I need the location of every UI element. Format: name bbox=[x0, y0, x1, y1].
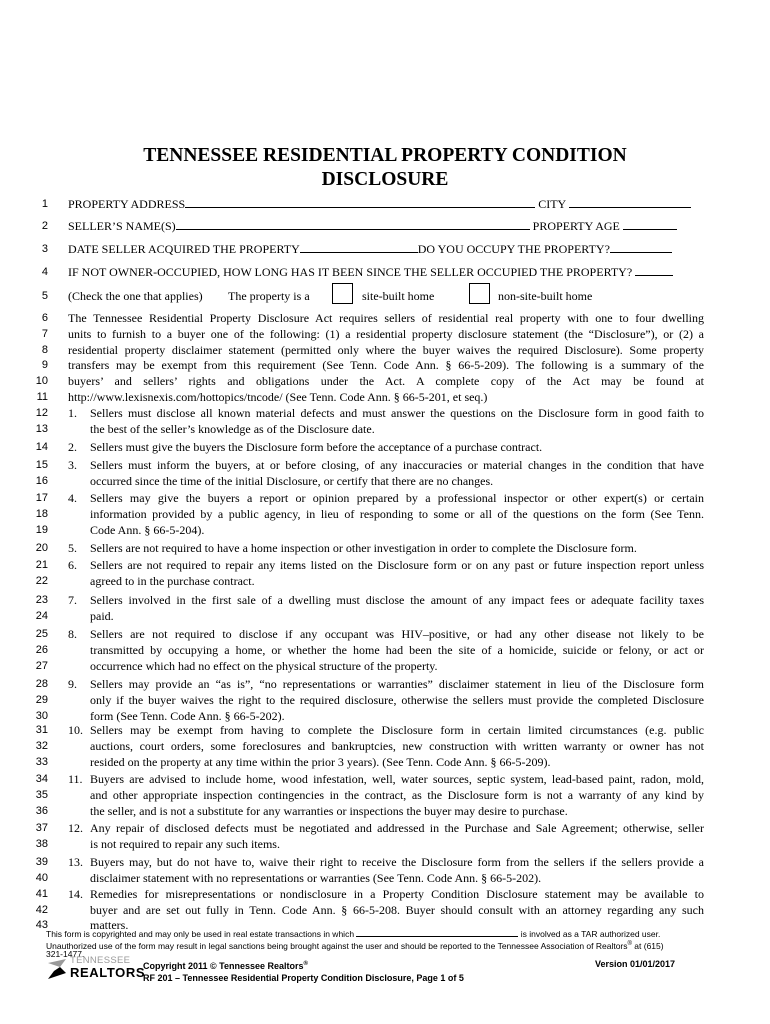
line-number: 7 bbox=[41, 328, 48, 340]
line-number: 32 bbox=[35, 740, 48, 752]
form-line bbox=[0, 557, 770, 573]
not-occupied-row bbox=[68, 264, 704, 280]
line-number: 33 bbox=[35, 756, 48, 768]
property-age-field[interactable] bbox=[623, 219, 677, 230]
line-number: 9 bbox=[41, 359, 48, 371]
line-number: 39 bbox=[35, 856, 48, 868]
line-number: 13 bbox=[35, 423, 48, 435]
site-built-label: site-built home bbox=[362, 289, 435, 303]
date-acquired-field[interactable] bbox=[300, 242, 418, 253]
property-address-row bbox=[68, 196, 704, 212]
item-marker: 13. bbox=[68, 855, 83, 869]
item-text-line: form (See Tenn. Code Ann. § 66-5-202). bbox=[90, 709, 285, 723]
form-line bbox=[0, 836, 770, 852]
form-line bbox=[0, 626, 770, 642]
item-text-line: Remedies for misrepresentations or nondisclosure in a Property Condition Disclosure statement may be available to bbox=[90, 887, 704, 901]
item-text-line: Buyers may, but do not have to, waive their right to receive the Disclosure form from the sellers if the sellers provide a bbox=[90, 855, 704, 869]
item-text-line: occurrence which had no effect on the physical structure of the property. bbox=[90, 659, 438, 673]
item-text-line: disclaimer statement with no representations or warranties (See Tenn. Code Ann. § 66-5-202). bbox=[90, 871, 542, 885]
form-line bbox=[0, 490, 770, 506]
footer-copyright-text-b: is involved as a TAR authorized user. bbox=[520, 929, 661, 939]
line-number: 1 bbox=[41, 198, 48, 210]
item-text-line: Buyers are advised to include home, wood infestation, well, water sources, septic system, lead-based paint, radon, mold, bbox=[90, 772, 704, 786]
non-site-built-label: non-site-built home bbox=[498, 289, 593, 303]
footer-unauthorized-text: Unauthorized use of the form may result in legal sanctions being brought against the user and should be reported to the Tennessee Association of Realtors bbox=[46, 940, 628, 951]
form-line bbox=[0, 692, 770, 708]
form-line bbox=[0, 522, 770, 538]
city-field[interactable] bbox=[569, 197, 691, 208]
form-line bbox=[0, 573, 770, 589]
sellers-names-label: SELLER’S NAME(S) bbox=[68, 219, 176, 233]
item-text-line: occurred since the time of the initial Disclosure, or certify that there are no changes. bbox=[90, 474, 494, 488]
form-line bbox=[0, 342, 770, 358]
line-number: 30 bbox=[35, 710, 48, 722]
line-number: 22 bbox=[35, 575, 48, 587]
occupy-field[interactable] bbox=[610, 242, 672, 253]
item-text-line: matters. bbox=[90, 918, 129, 932]
line-number: 25 bbox=[35, 628, 48, 640]
form-line bbox=[0, 373, 770, 389]
form-line bbox=[0, 676, 770, 692]
item-text-line: the best of the seller’s knowledge as of the Disclosure date. bbox=[90, 422, 375, 436]
logo-text-top: TENNESSEE bbox=[70, 955, 131, 966]
line-number: 26 bbox=[35, 644, 48, 656]
line-number: 27 bbox=[35, 660, 48, 672]
realtors-logo-icon bbox=[46, 957, 68, 981]
site-built-checkbox[interactable] bbox=[332, 283, 353, 304]
sellers-names-field[interactable] bbox=[176, 219, 530, 230]
item-marker: 3. bbox=[68, 458, 77, 472]
property-is-label: The property is a bbox=[228, 289, 310, 303]
line-number: 5 bbox=[41, 290, 48, 302]
date-acquired-row bbox=[68, 241, 704, 257]
line-number: 12 bbox=[35, 407, 48, 419]
line-number: 43 bbox=[35, 919, 48, 931]
item-text-line: Sellers are not required to have a home inspection or other investigation in order to complete the Disclosure form. bbox=[90, 541, 637, 555]
line-number: 6 bbox=[41, 312, 48, 324]
sellers-names-row bbox=[68, 218, 704, 234]
form-line bbox=[0, 288, 770, 304]
form-line bbox=[0, 326, 770, 342]
line-number: 14 bbox=[35, 441, 48, 453]
item-marker: 1. bbox=[68, 406, 77, 420]
line-number: 31 bbox=[35, 724, 48, 736]
line-number: 38 bbox=[35, 838, 48, 850]
item-text-line: is not required to repair any such items. bbox=[90, 837, 280, 851]
footer-copyright-text-a: This form is copyrighted and may only be used in real estate transactions in which bbox=[46, 929, 355, 939]
line-number: 24 bbox=[35, 610, 48, 622]
item-text-line: resided on the property at any time within the prior 3 years). (See Tenn. Code Ann. § 66-5-209). bbox=[90, 755, 551, 769]
property-age-label: PROPERTY AGE bbox=[532, 219, 620, 233]
intro-text-line: http://www.lexisnexis.com/hottopics/tncode/ (See Tenn. Code Ann. § 66-5-201, et seq.) bbox=[68, 390, 488, 404]
item-marker: 12. bbox=[68, 821, 83, 835]
line-number: 40 bbox=[35, 872, 48, 884]
form-line bbox=[0, 457, 770, 473]
footer-copyright-notice bbox=[46, 929, 660, 939]
item-marker: 6. bbox=[68, 558, 77, 572]
intro-text-line: units to furnish to a buyer one of the following: (1) a residential property disclosure statement (the “Disclosure”), or (2) a bbox=[68, 327, 704, 341]
form-line bbox=[0, 787, 770, 803]
version-label: Version 01/01/2017 bbox=[595, 959, 676, 969]
occupy-label: DO YOU OCCUPY THE PROPERTY? bbox=[417, 242, 610, 256]
item-text-line: the seller, and is not a substitute for any warranties or inspections the buyer may desire to purchase. bbox=[90, 804, 568, 818]
form-line bbox=[0, 722, 770, 738]
line-number: 17 bbox=[35, 492, 48, 504]
item-text-line: Code Ann. § 66-5-204). bbox=[90, 523, 205, 537]
intro-text-line: transfers may be exempt from this requirement (See Tenn. Code Ann. § 66-5-209). The following is a summary of the bbox=[68, 358, 704, 372]
registered-mark: ® bbox=[627, 941, 632, 947]
form-line bbox=[0, 608, 770, 624]
form-line bbox=[0, 405, 770, 421]
line-number: 8 bbox=[41, 344, 48, 356]
form-line bbox=[0, 310, 770, 326]
page-title-line2: DISCLOSURE bbox=[321, 169, 449, 190]
tennessee-realtors-logo bbox=[46, 955, 146, 985]
form-line bbox=[0, 754, 770, 770]
registered-mark-2: ® bbox=[303, 961, 308, 967]
form-line bbox=[0, 820, 770, 836]
line-number: 37 bbox=[35, 822, 48, 834]
form-line bbox=[0, 439, 770, 455]
line-number: 29 bbox=[35, 694, 48, 706]
line-number: 41 bbox=[35, 888, 48, 900]
not-occupied-label: IF NOT OWNER-OCCUPIED, HOW LONG HAS IT BEEN SINCE THE SELLER OCCUPIED THE PROPERTY? bbox=[68, 265, 633, 279]
item-text-line: Any repair of disclosed defects must be negotiated and addressed in the Purchase and Sale Agreement; otherwise, seller bbox=[90, 821, 704, 835]
form-line bbox=[0, 803, 770, 819]
item-marker: 7. bbox=[68, 593, 77, 607]
item-marker: 4. bbox=[68, 491, 77, 505]
item-text-line: Sellers may be exempt from having to complete the Disclosure form in certain limited circumstances (e.g. public bbox=[90, 723, 704, 737]
line-number: 20 bbox=[35, 542, 48, 554]
line-number: 36 bbox=[35, 805, 48, 817]
line-number: 23 bbox=[35, 594, 48, 606]
item-text-line: Sellers are not required to repair any items listed on the Disclosure form or on any past or future inspection report unless bbox=[90, 558, 704, 572]
logo-text-bottom: REALTORS bbox=[70, 965, 146, 980]
form-line bbox=[0, 473, 770, 489]
item-text-line: only if the buyer waives the right to the required disclosure, otherwise the sellers must provide the completed Disclosure bbox=[90, 693, 704, 707]
line-number: 2 bbox=[41, 220, 48, 232]
line-number: 10 bbox=[35, 375, 48, 387]
form-line bbox=[0, 218, 770, 234]
form-line bbox=[0, 771, 770, 787]
item-text-line: Sellers may provide an “as is”, “no representations or warranties” disclaimer statement in lieu of the Disclosure form bbox=[90, 677, 704, 691]
item-text-line: buyer and are set out fully in Tenn. Code Ann. § 66-5-208. Buyer should consult with an attorney regarding any such bbox=[90, 903, 704, 917]
line-number: 21 bbox=[35, 559, 48, 571]
non-site-built-checkbox[interactable] bbox=[469, 283, 490, 304]
form-line bbox=[0, 389, 770, 405]
city-label: CITY bbox=[538, 197, 566, 211]
form-title: RF 201 – Tennessee Residential Property Condition Disclosure, Page 1 of 5 bbox=[143, 973, 464, 983]
item-text-line: transmitted by occupying a home, or whether the home had been the site of a homicide, suicide or felony, or act or bbox=[90, 643, 704, 657]
line-number: 18 bbox=[35, 508, 48, 520]
form-line bbox=[0, 642, 770, 658]
item-marker: 5. bbox=[68, 541, 77, 555]
property-address-field[interactable] bbox=[185, 197, 535, 208]
date-acquired-label: DATE SELLER ACQUIRED THE PROPERTY bbox=[68, 242, 300, 256]
intro-text-line: buyers’ and sellers’ rights and obligations under the Act. A complete copy of the Act may be found at bbox=[68, 374, 704, 388]
form-line bbox=[0, 357, 770, 373]
item-marker: 8. bbox=[68, 627, 77, 641]
item-marker: 2. bbox=[68, 440, 77, 454]
item-marker: 9. bbox=[68, 677, 77, 691]
form-line bbox=[0, 264, 770, 280]
form-line bbox=[0, 738, 770, 754]
footer-unauthorized-text-b: at (615) bbox=[631, 940, 664, 951]
item-text-line: Sellers are not required to disclose if any occupant was HIV–positive, or had any other disease not likely to be bbox=[90, 627, 704, 641]
line-number: 11 bbox=[36, 391, 48, 403]
item-text-line: Sellers must give the buyers the Disclosure form before the acceptance of a purchase contract. bbox=[90, 440, 543, 454]
footer-copyright-line bbox=[143, 958, 308, 972]
line-number: 15 bbox=[35, 459, 48, 471]
authorized-user-field[interactable] bbox=[356, 929, 518, 937]
item-marker: 14. bbox=[68, 887, 83, 901]
item-text-line: Sellers must inform the buyers, at or before closing, of any inaccuracies or material changes in the condition that have bbox=[90, 458, 704, 472]
form-line bbox=[0, 902, 770, 918]
line-number: 4 bbox=[41, 266, 48, 278]
check-one-label: (Check the one that applies) bbox=[68, 289, 203, 303]
form-line bbox=[0, 540, 770, 556]
line-number: 34 bbox=[35, 773, 48, 785]
item-text-line: and other appropriate inspection contingencies in the contract, as the Disclosure form is not a warranty of any kind by bbox=[90, 788, 704, 802]
footer-unauthorized-notice bbox=[46, 939, 664, 951]
page-title-line1: TENNESSEE RESIDENTIAL PROPERTY CONDITION bbox=[143, 145, 627, 166]
form-line bbox=[0, 506, 770, 522]
item-text-line: agreed to in the purchase contract. bbox=[90, 574, 255, 588]
form-line bbox=[0, 592, 770, 608]
form-line bbox=[0, 421, 770, 437]
item-text-line: paid. bbox=[90, 609, 114, 623]
line-number: 19 bbox=[35, 524, 48, 536]
not-occupied-field[interactable] bbox=[635, 265, 673, 276]
item-text-line: Sellers may give the buyers a report or opinion prepared by a professional inspector or other expert(s) or certain bbox=[90, 491, 704, 505]
form-line bbox=[0, 854, 770, 870]
form-line bbox=[0, 196, 770, 212]
property-address-label: PROPERTY ADDRESS bbox=[68, 197, 186, 211]
item-marker: 10. bbox=[68, 723, 83, 737]
line-number: 16 bbox=[35, 475, 48, 487]
form-line bbox=[0, 886, 770, 902]
form-line bbox=[0, 870, 770, 886]
item-text-line: information provided by a public agency, in lieu of responding to some or all of the questions on the form (See Tenn. bbox=[90, 507, 704, 521]
footer-phone: 321-1477. bbox=[46, 949, 85, 959]
line-number: 28 bbox=[35, 678, 48, 690]
item-marker: 11. bbox=[68, 772, 83, 786]
form-line bbox=[0, 658, 770, 674]
line-number: 3 bbox=[41, 243, 48, 255]
intro-text-line: residential property disclaimer statement (permitted only where the buyer waives the required Disclosure). Some property bbox=[68, 343, 704, 357]
form-line bbox=[0, 241, 770, 257]
intro-text-line: The Tennessee Residential Property Disclosure Act requires sellers of residential real property with one to four dwelling bbox=[68, 311, 704, 325]
item-text-line: Sellers must disclose all known material defects and must answer the questions on the Disclosure form in good faith to bbox=[90, 406, 704, 420]
item-text-line: auctions, court orders, some foreclosures and bankruptcies, new construction with written warranty or owner has not bbox=[90, 739, 704, 753]
line-number: 42 bbox=[35, 904, 48, 916]
line-number: 35 bbox=[35, 789, 48, 801]
item-text-line: Sellers involved in the first sale of a dwelling must disclose the amount of any impact fees or adequate facility taxes bbox=[90, 593, 704, 607]
copyright-text: Copyright 2011 © Tennessee Realtors bbox=[143, 961, 304, 971]
